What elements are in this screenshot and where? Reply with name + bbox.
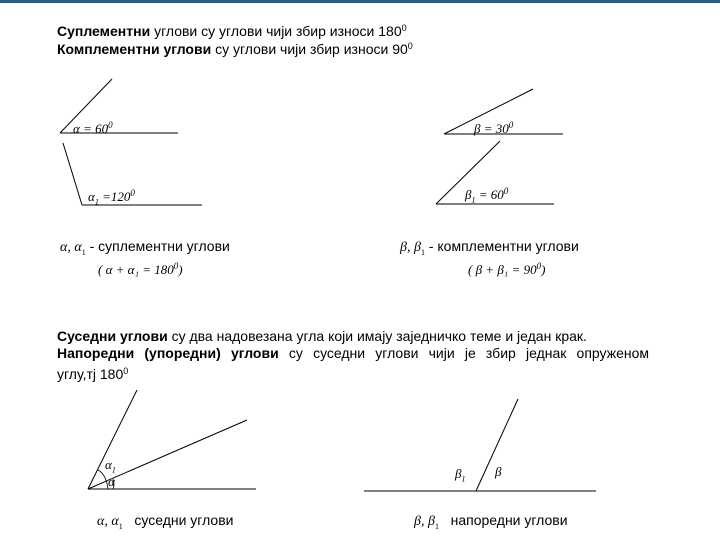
definition-supplementary: Суплементни углови су углови чији збир износи $180^0$ bbox=[57, 23, 407, 39]
adjacent-alpha1-label: $\alpha_1$ bbox=[105, 457, 116, 475]
caption-adjacent: α, $\alpha_1$ суседни углови bbox=[97, 512, 234, 531]
definition-linear-pair-cont: углу,тј $180^0$ bbox=[57, 366, 129, 382]
formula-supplementary: ( $\alpha + \alpha_1 = 180^0$) bbox=[98, 261, 183, 277]
definition-adjacent: Суседни углови су два надовезана угла који имају заједничко теме и један крак. bbox=[57, 328, 587, 344]
definition-linear-pair: Напоредни (упоредни) углови су суседни углови чији је збир једнак опруженом bbox=[57, 345, 650, 361]
caption-linear-pair: β, $\beta_1$ напоредни углови bbox=[414, 512, 568, 531]
linear-pair-beta1-label: $\beta_1$ bbox=[455, 466, 466, 484]
beta1-label: $\beta_1 = 60^0$ bbox=[465, 186, 509, 205]
definition-complementary: Комплементни углови су углови чији збир износи $90^0$ bbox=[57, 41, 413, 57]
adjacent-alpha-label: α bbox=[108, 474, 115, 489]
caption-complementary: β, $\beta_1$ - комплементни углови bbox=[400, 238, 579, 257]
beta-label: $\beta = 30^0$ bbox=[474, 120, 514, 136]
linear-pair-beta-label: β bbox=[495, 464, 502, 479]
alpha-label: $\alpha = 60^0$ bbox=[73, 120, 113, 136]
alpha1-ray bbox=[63, 143, 82, 205]
alpha1-label: $\alpha_1 =120^0$ bbox=[88, 188, 135, 207]
caption-supplementary: α, $\alpha_1$ - суплементни углови bbox=[60, 238, 230, 257]
formula-complementary: ( $\beta + \beta_1 = 90^0$) bbox=[468, 261, 546, 277]
